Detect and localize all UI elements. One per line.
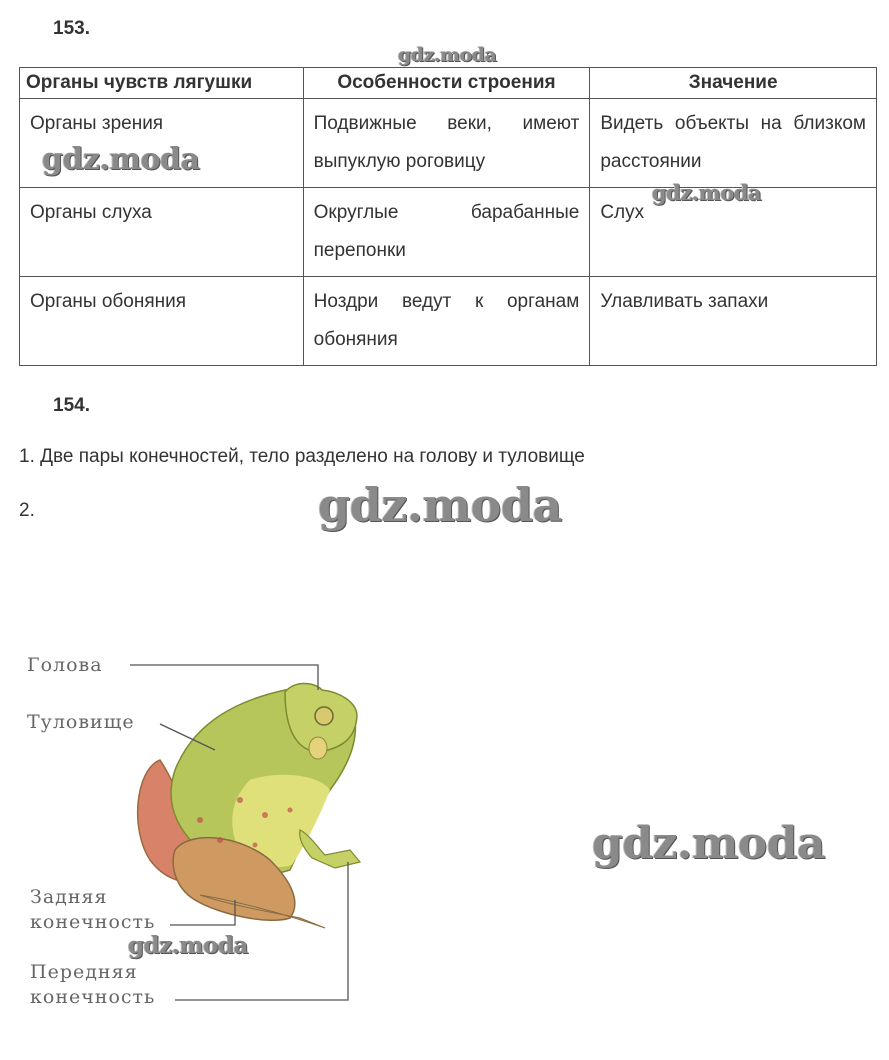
cell-meaning: Слух bbox=[590, 188, 877, 277]
watermark: gdz.moda bbox=[42, 142, 200, 177]
table-row bbox=[20, 277, 877, 366]
cell-organ: Органы слуха bbox=[20, 188, 304, 277]
header-meaning: Значение bbox=[590, 68, 877, 99]
cell-organ: Органы зрения bbox=[20, 99, 304, 188]
header-organs: Органы чувств лягушки bbox=[20, 68, 304, 99]
frog-eye bbox=[315, 707, 333, 725]
watermark: gdz.moda bbox=[592, 818, 826, 869]
label-fore-limb: конечность bbox=[30, 986, 156, 1008]
watermark: gdz.moda bbox=[398, 44, 497, 66]
watermark: gdz.moda bbox=[318, 478, 562, 532]
label-body: Туловище bbox=[27, 711, 135, 733]
task-153-number: 153. bbox=[53, 18, 90, 39]
table-header-row bbox=[20, 68, 877, 99]
label-hind-limb: Задняя bbox=[30, 886, 108, 908]
sense-organs-table bbox=[19, 67, 877, 366]
label-hind-limb: конечность bbox=[30, 911, 156, 933]
watermark: gdz.moda bbox=[128, 932, 248, 959]
label-fore-limb: Передняя bbox=[30, 961, 138, 983]
cell-structure: Подвижные веки, имеют выпуклую роговицу bbox=[303, 99, 590, 188]
answer-item-2: 2. bbox=[19, 500, 35, 521]
cell-organ: Органы обоняния bbox=[20, 277, 304, 366]
watermark: gdz.moda bbox=[652, 180, 762, 205]
cell-structure: Округлые барабанные перепонки bbox=[303, 188, 590, 277]
cell-meaning: Видеть объекты на близком расстоянии bbox=[590, 99, 877, 188]
label-head: Голова bbox=[27, 654, 103, 676]
task-154-number: 154. bbox=[53, 395, 90, 416]
cell-structure: Ноздри ведут к органам обоняния bbox=[303, 277, 590, 366]
header-structure: Особенности строения bbox=[303, 68, 590, 99]
cell-meaning: Улавливать запахи bbox=[590, 277, 877, 366]
answer-item-1: 1. Две пары конечностей, тело разделено на голову и туловище bbox=[19, 446, 585, 467]
